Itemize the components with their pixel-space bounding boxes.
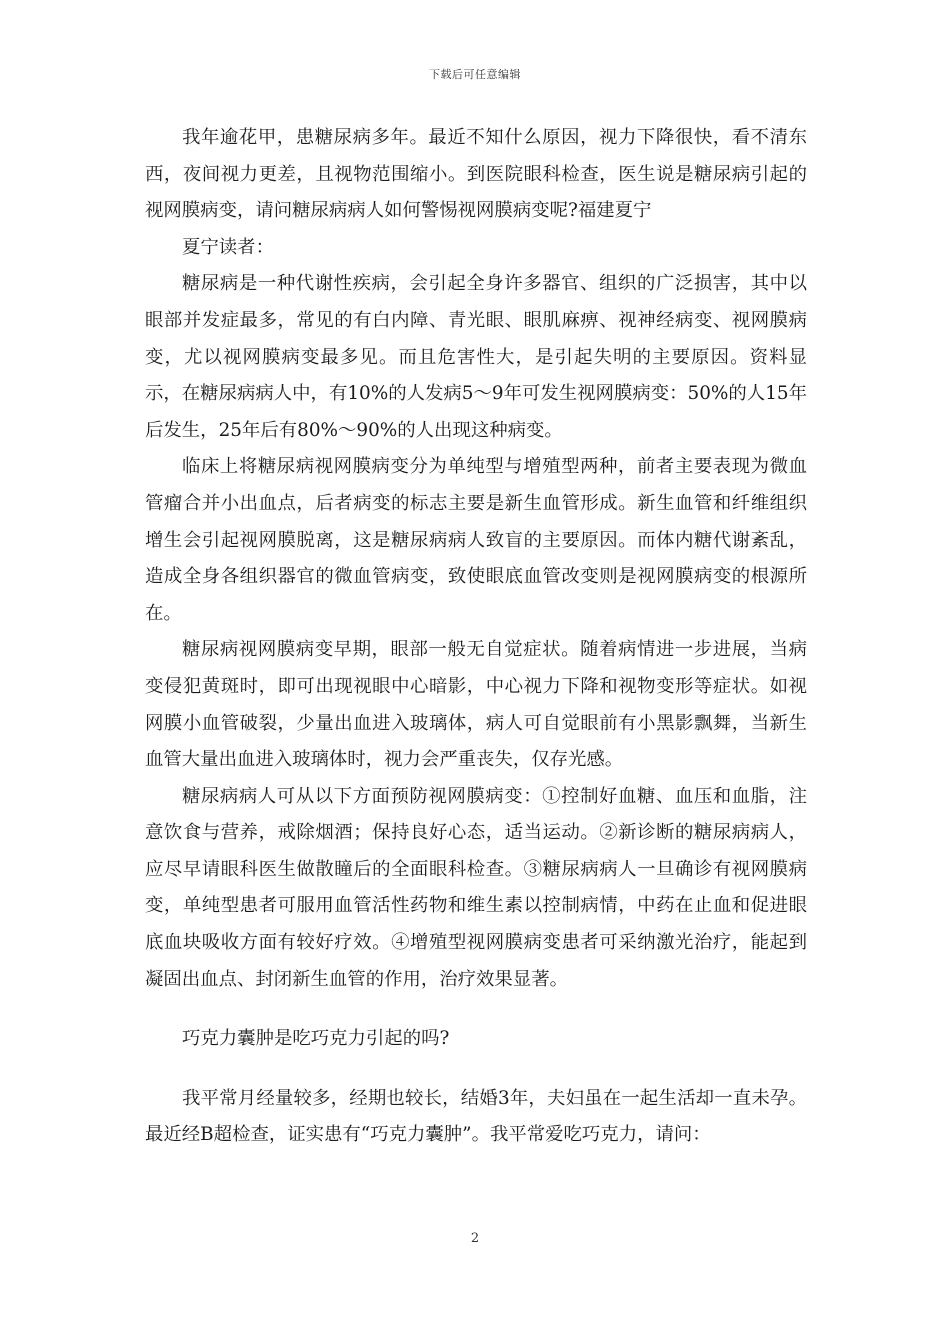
section-heading: 巧克力囊肿是吃巧克力引起的吗? — [182, 1028, 450, 1050]
reply-paragraph-symptoms: 糖尿病视网膜病变早期，眼部一般无自觉症状。随着病情进一步进展，当病变侵犯黄斑时，即可出现视眼中心暗影，中心视力下降和视物变形等症状。如视网膜小血管破裂，少量出血进入玻璃体，病人可自觉眼前有小黑影飘舞，当新生血管大量出血进入玻璃体时，视力会严重丧失，仅存光感。 — [145, 639, 807, 771]
reply-paragraph-prevention: 糖尿病病人可从以下方面预防视网膜病变：①控制好血糖、血压和血脂，注意饮食与营养，戒除烟酒；保持良好心态，适当运动。②新诊断的糖尿病病人，应尽早请眼科医生做散瞳后的全面眼科检查。③糖尿病病人一旦确诊有视网膜病变，单纯型患者可服用血管活性药物和维生素以控制病情，中药在止血和促进眼底血块吸收方面有较好疗效。④增殖型视网膜病变患者可采纳激光治疗，能起到凝固出血点、封闭新生血管的作用，治疗效果显著。 — [145, 785, 807, 990]
page-number: 2 — [470, 1231, 480, 1246]
reply-salutation: 夏宁读者： — [182, 236, 274, 258]
document-body — [145, 120, 807, 1154]
reply-paragraph-types: 临床上将糖尿病视网膜病变分为单纯型与增殖型两种，前者主要表现为微血管瘤合并小出血点，后者病变的标志主要是新生血管形成。新生血管和纤维组织增生会引起视网膜脱离，这是糖尿病病人致盲的主要原因。而体内糖代谢紊乱，造成全身各组织器官的微血管病变，致使眼底血管改变则是视网膜病变的根源所在。 — [145, 456, 807, 624]
second-letter-paragraph: 我平常月经量较多，经期也较长，结婚3年，夫妇虽在一起生活却一直未孕。最近经B超检查，证实患有“巧克力囊肿”。我平常爱吃巧克力，请问： — [145, 1087, 807, 1146]
letter-question-paragraph: 我年逾花甲，患糖尿病多年。最近不知什么原因，视力下降很快，看不清东西，夜间视力更差，且视物范围缩小。到医院眼科检查，医生说是糖尿病引起的视网膜病变，请问糖尿病病人如何警惕视网膜病变呢?福建夏宁 — [145, 127, 807, 222]
page-header: 下载后可任意编辑 — [429, 68, 521, 81]
reply-paragraph-overview: 糖尿病是一种代谢性疾病，会引起全身许多器官、组织的广泛损害，其中以眼部并发症最多，常见的有白内障、青光眼、眼肌麻痹、视神经病变、视网膜病变，尤以视网膜病变最多见。而且危害性大，是引起失明的主要原因。资料显示，在糖尿病病人中，有10%的人发病5～9年可发生视网膜病变：50%的人15年后发生，25年后有80%～90%的人出现这种病变。 — [145, 273, 807, 441]
